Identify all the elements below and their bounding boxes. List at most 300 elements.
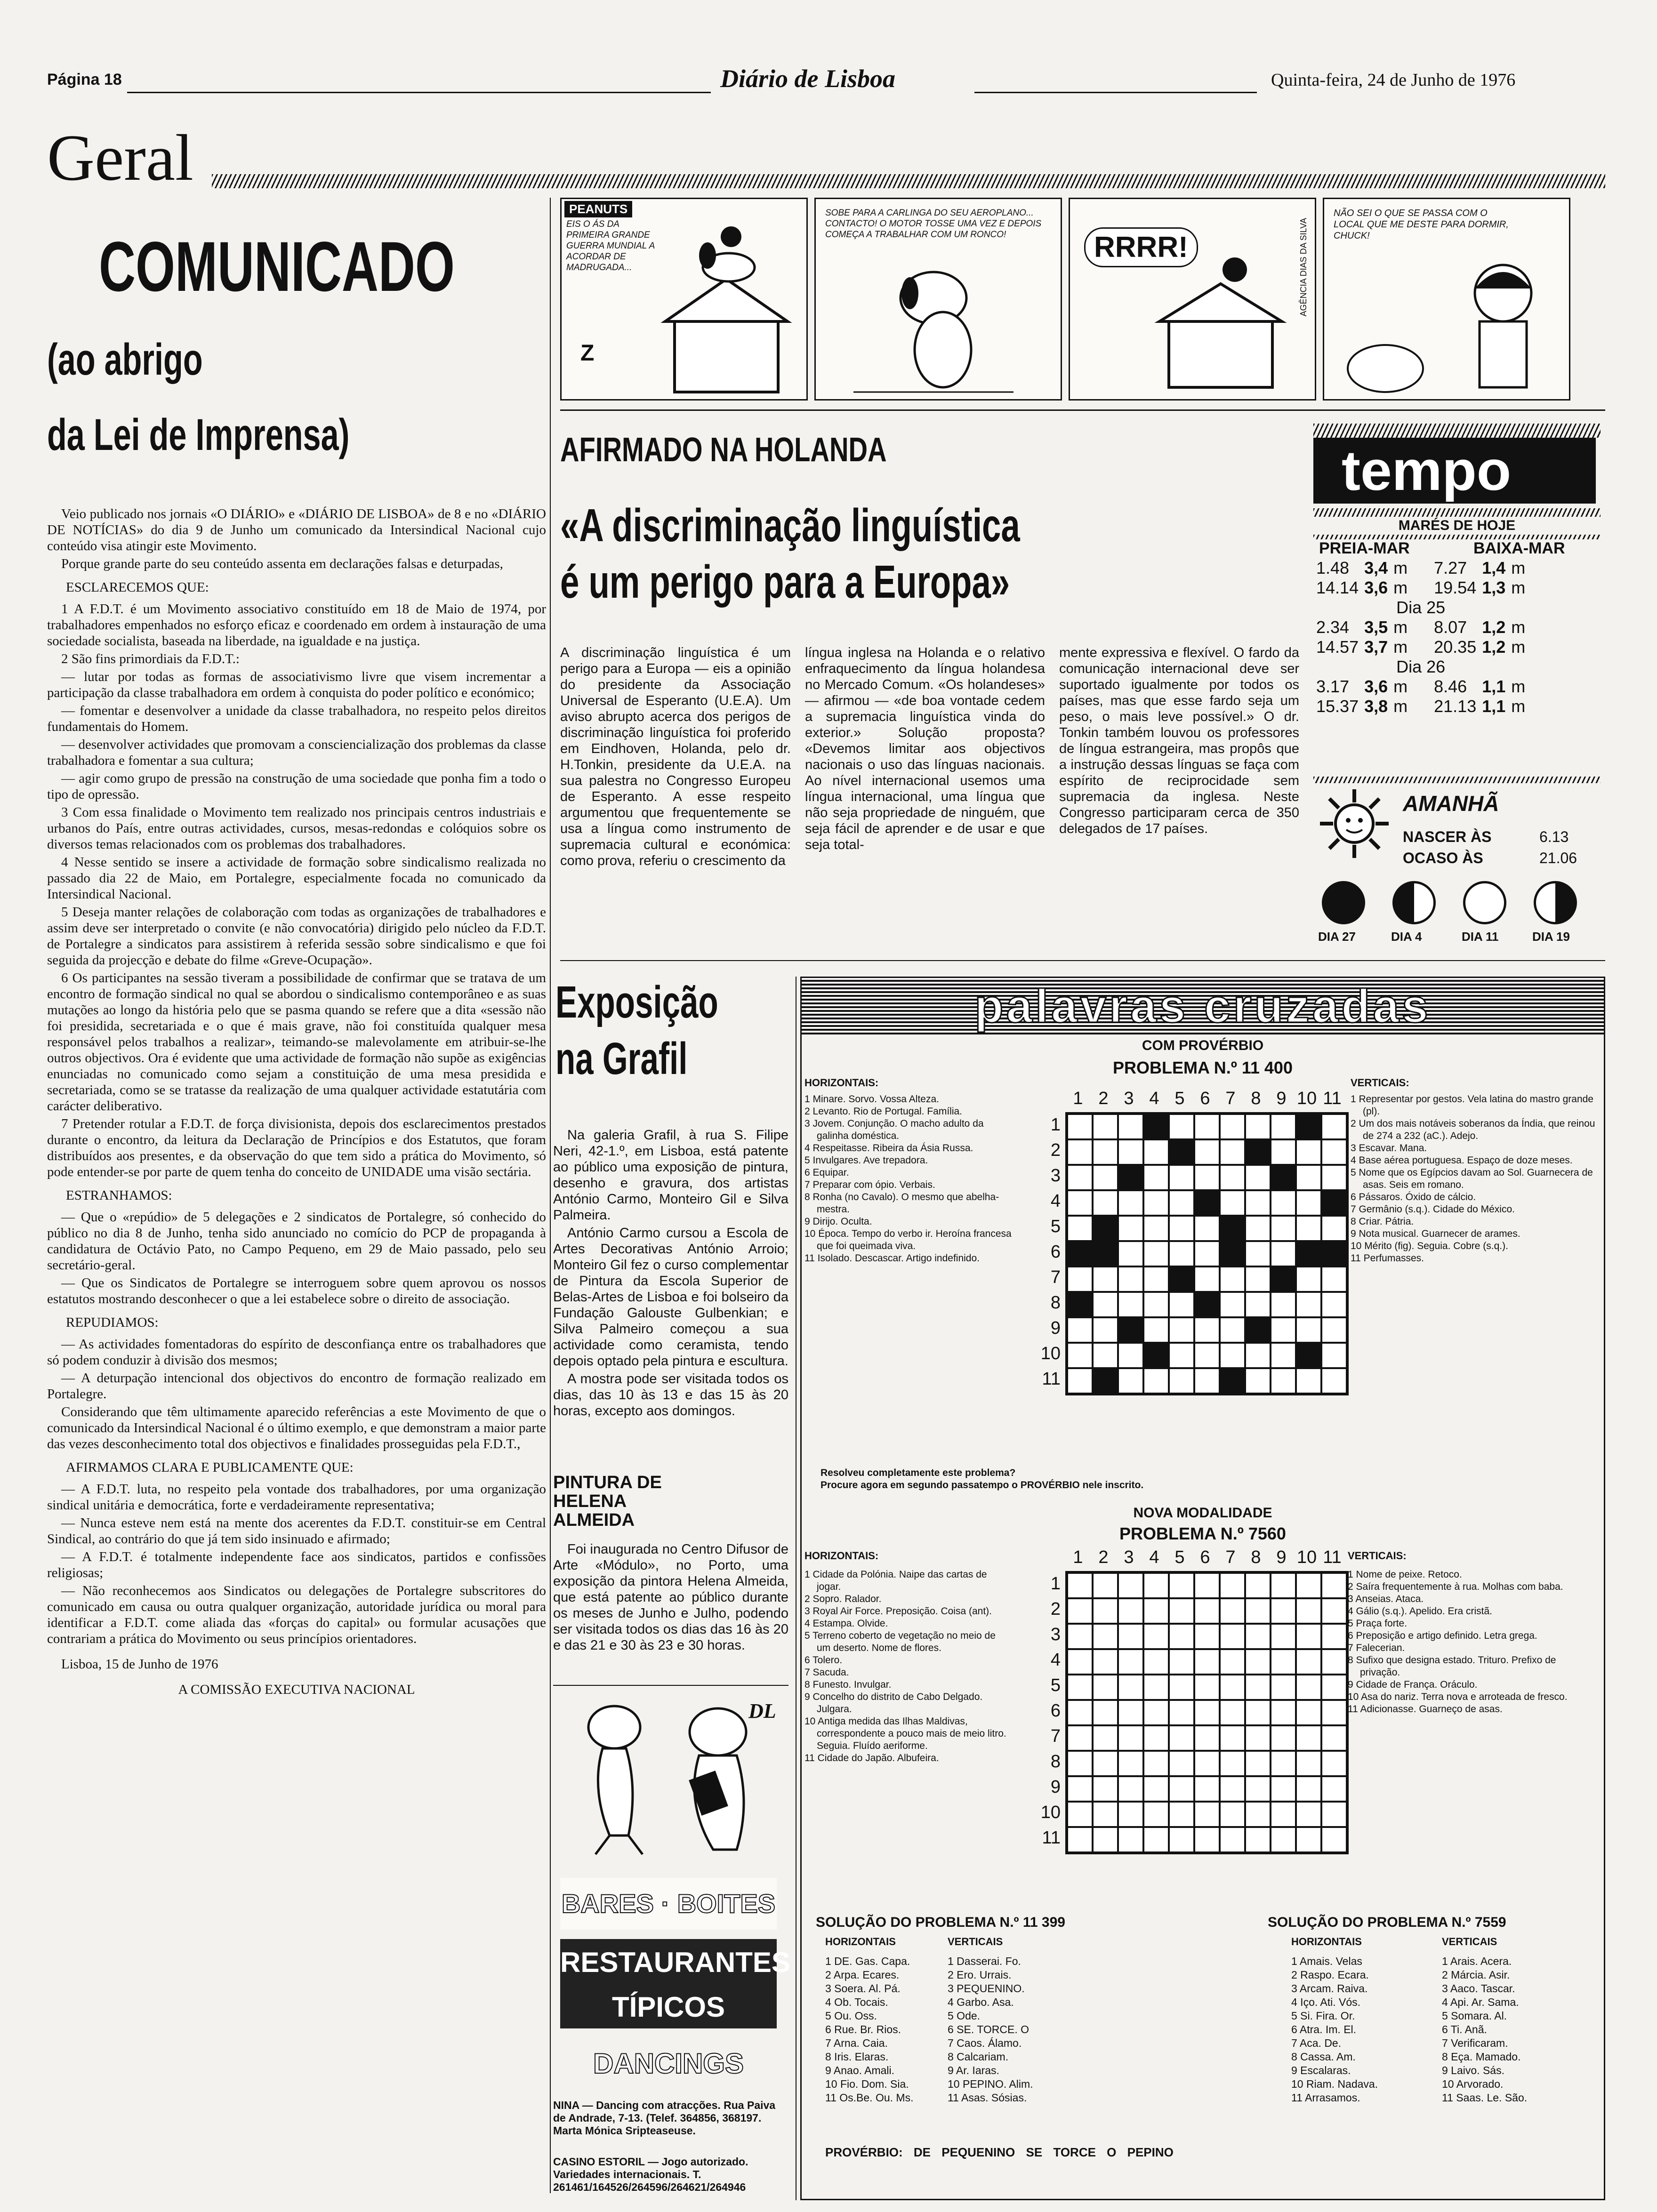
grid-cell xyxy=(1169,1343,1194,1368)
grid-cell xyxy=(1321,1573,1347,1598)
article-col: língua inglesa na Holanda e o relativo enfraquecimento da língua holandesa no Mercado Comum. «Os holandeses» — afirmou — «de boa vontade cedem a supremacia linguística vinda do exterior.» Solução proposta? «Devemos limitar aos objectivos nacionais o uso das línguas nacionais. Ao nível internacional usemos uma língua internacional, uma língua que não seja propriedade de ninguém, que seja fácil de aprender e de usar e que seja total- xyxy=(805,645,1045,852)
clues-horizontal xyxy=(804,1569,1007,1764)
grid-cell xyxy=(1143,1675,1169,1700)
grid-cell xyxy=(1321,1216,1347,1241)
clue: 9 Dirijo. Oculta. xyxy=(804,1216,872,1227)
grid-cell xyxy=(1220,1317,1245,1343)
solution-entry: 1 DE. Gas. Capa. xyxy=(825,1955,910,1967)
tide-row: 15.37 3,8 m 21.13 1,1 m xyxy=(1316,697,1526,716)
grid-cell xyxy=(1321,1139,1347,1165)
clue: 4 Base aérea portuguesa. Espaço de doze meses. xyxy=(1351,1155,1573,1166)
grid-cell xyxy=(1093,1573,1118,1598)
solution-entry: 6 Atra. Im. El. xyxy=(1291,2023,1357,2036)
horizontais-label: HORIZONTAIS: xyxy=(804,1077,879,1089)
crossword-box xyxy=(800,977,1605,2200)
solution-list xyxy=(825,1955,943,2105)
clue: 6 Tolero. xyxy=(804,1655,843,1666)
grid-cell xyxy=(1067,1624,1093,1649)
grid-cell xyxy=(1296,1675,1321,1700)
grid-cell xyxy=(1271,1292,1296,1317)
grid-cell xyxy=(1245,1649,1271,1675)
para: 5 Deseja manter relações de colaboração com todas as organizações de trabalhadores e assim deve ser interpretado o convite (e não convocatória) dirigido pelo núcleo da F.D.T. de Portalegre a sindicatos para assistirem à referida sessão sobre sindicalismo e que foi seguida da projecção e debate do filme «Greve-Ocupação». xyxy=(47,905,546,968)
comic-panel xyxy=(560,198,808,401)
grid-cell xyxy=(1143,1317,1169,1343)
para: António Carmo cursou a Escola de Artes Decorativas António Arroio; Monteiro Gil fez o curso complementar de Pintura da Escola Superior de Belas-Artes de Lisboa e foi bolseiro da Fundação Galouste Gulbenkian; e Silva Palmeiro começou a sua actividade como ceramista, tendo depois optado pela pintura e escultura. xyxy=(553,1226,788,1369)
grid-cell xyxy=(1321,1266,1347,1292)
grid-cell xyxy=(1271,1598,1296,1624)
solution-entry: 2 Raspo. Ecara. xyxy=(1291,1969,1369,1981)
grid-cell xyxy=(1245,1114,1271,1139)
masthead: Diário de Lisboa xyxy=(720,64,895,93)
clue: 2 Saíra frequentemente à rua. Molhas com baba. xyxy=(1348,1581,1563,1592)
grid-cell xyxy=(1321,1292,1347,1317)
grid-cell xyxy=(1321,1675,1347,1700)
grid-cell xyxy=(1194,1216,1220,1241)
grid-cell xyxy=(1169,1241,1194,1266)
grid-cell xyxy=(1093,1751,1118,1776)
speech-bubble: RRRR! xyxy=(1084,227,1198,267)
grid-cell xyxy=(1271,1368,1296,1394)
solution-entry: 3 Arcam. Raiva. xyxy=(1291,1982,1368,1995)
baixa-label: BAIXA-MAR xyxy=(1473,539,1565,557)
grid-cell xyxy=(1067,1216,1093,1241)
grid-cell xyxy=(1220,1368,1245,1394)
para: — fomentar e desenvolver a unidade da classe trabalhadora, no respeito pelos direitos fundamentais do Homem. xyxy=(47,703,546,734)
nascer-value: 6.13 xyxy=(1539,828,1569,845)
grid-cell xyxy=(1143,1725,1169,1751)
grid-cell xyxy=(1245,1776,1271,1802)
grid-cell xyxy=(1143,1266,1169,1292)
solution-entry: 4 Garbo. Asa. xyxy=(948,1996,1014,2008)
grid-cell xyxy=(1194,1751,1220,1776)
expo-body: Foi inaugurada no Centro Difusor de Arte «Módulo», no Porto, uma exposição da pintora Helena Almeida, que está patente ao público durante os meses de Junho e Julho, podendo ser visitada todos os dias das 16 às 20 e das 21 e 30 às 23 e 30 horas. xyxy=(553,1542,788,1653)
grid-cell xyxy=(1321,1827,1347,1852)
grid-cell xyxy=(1093,1598,1118,1624)
grid-cell xyxy=(1220,1241,1245,1266)
grid-cell xyxy=(1067,1802,1093,1827)
signature: A COMISSÃO EXECUTIVA NACIONAL xyxy=(178,1682,415,1697)
grid-cell xyxy=(1245,1725,1271,1751)
clue: 5 Terreno coberto de vegetação no meio de um deserto. Nome de flores. xyxy=(804,1630,996,1653)
nascer-label: NASCER ÀS xyxy=(1403,828,1492,845)
grid-cell xyxy=(1220,1802,1245,1827)
tide-row: 2.34 3,5 m 8.07 1,2 m xyxy=(1316,617,1526,637)
casino-listing: CASINO ESTORIL — Jogo autorizado. Variedades internacionais. T. 261461/164526/264596/264621/264946 xyxy=(553,2156,748,2193)
grid-cell xyxy=(1321,1624,1347,1649)
proverbio: PROVÉRBIO: DE PEQUENINO SE TORCE O PEPINO xyxy=(825,2145,1174,2159)
grid-cell xyxy=(1143,1190,1169,1216)
grid-cell xyxy=(1220,1165,1245,1190)
grid-cell xyxy=(1271,1266,1296,1292)
solution-entry: 5 Ou. Oss. xyxy=(825,2010,877,2022)
credit: AGÊNCIA DIAS DA SILVA xyxy=(1299,218,1308,317)
sun-icon xyxy=(1319,788,1390,859)
grid-cell xyxy=(1296,1114,1321,1139)
grid-cell xyxy=(1118,1725,1143,1751)
sol-v-label: VERTICAIS xyxy=(948,1936,1003,1948)
solution-entry: 3 Aaco. Tascar. xyxy=(1442,1982,1515,1995)
clue: 2 Um dos mais notáveis soberanos da Índia, que reinou de 274 a 232 (aC.). Adejo. xyxy=(1351,1118,1595,1141)
moon-label: DIA 27 xyxy=(1318,930,1356,944)
grid-cell xyxy=(1245,1266,1271,1292)
article-col: A discriminação linguística é um perigo para a Europa — eis a opinião do presidente da Associação Universal de Esperanto (U.E.A). Um aviso abrupto acerca dos perigos de discriminação linguística foi proferido em Eindhoven, Holanda, pelo dr. H.Tonkin, presidente da U.E.A. na sua palestra no Congresso Europeu de Esperanto. A esse respeito argumentou que frequentemente se usa a língua como instrumento de supremacia cultural e económica: como prova, referiu o crescimento da xyxy=(560,645,791,868)
grid-cell xyxy=(1245,1751,1271,1776)
grid-cell xyxy=(1220,1114,1245,1139)
solution-entry: 8 Eça. Mamado. xyxy=(1442,2051,1521,2063)
grid-cell xyxy=(1169,1190,1194,1216)
grid-cell xyxy=(1143,1241,1169,1266)
grid-cell xyxy=(1271,1317,1296,1343)
clues-vertical xyxy=(1351,1093,1600,1265)
grid-cell xyxy=(1169,1266,1194,1292)
grid-cell xyxy=(1296,1165,1321,1190)
grid-cell xyxy=(1118,1827,1143,1852)
grid-cell xyxy=(1271,1751,1296,1776)
clue: 3 Escavar. Mana. xyxy=(1351,1143,1427,1154)
solution-entry: 5 Ode. xyxy=(948,2010,981,2022)
grid-cell xyxy=(1169,1751,1194,1776)
comunicado-body xyxy=(47,506,546,1699)
grid-cell xyxy=(1067,1317,1093,1343)
grid-cell xyxy=(1118,1139,1143,1165)
clue: 4 Estampa. Olvide. xyxy=(804,1618,888,1629)
snoopy-doghouse-illustration xyxy=(651,218,802,397)
article-kicker: AFIRMADO NA HOLANDA xyxy=(560,431,887,469)
grid-cell xyxy=(1067,1827,1093,1852)
solution-entry: 4 Iço. Ati. Vós. xyxy=(1291,1996,1361,2008)
bares-line: DANCINGS xyxy=(593,2048,744,2079)
solution-entry: 7 Arna. Caia. xyxy=(825,2037,888,2049)
grid-cell xyxy=(1067,1776,1093,1802)
moon-label: DIA 11 xyxy=(1462,930,1499,944)
crossword-banner: palavras cruzadas xyxy=(802,978,1604,1034)
para: 1 A F.D.T. é um Movimento associativo constituído em 18 de Maio de 1974, por trabalhadores empenhados no esforço eficaz e coordenado em ordem à instauração de uma sociedade socialista, baseada na liberdade, na igualdade e na justiça. xyxy=(47,601,546,649)
grid-cell xyxy=(1169,1700,1194,1725)
ocaso-label: OCASO ÀS xyxy=(1403,850,1483,866)
horizontais-label: HORIZONTAIS: xyxy=(804,1550,879,1562)
grid-cell xyxy=(1169,1292,1194,1317)
ocaso-value: 21.06 xyxy=(1539,850,1577,866)
grid-cell xyxy=(1169,1624,1194,1649)
subhead: ESTRANHAMOS: xyxy=(66,1188,172,1203)
bares-line: RESTAURANTES xyxy=(560,1939,777,1986)
grid-cell xyxy=(1220,1827,1245,1852)
grid-cell xyxy=(1194,1675,1220,1700)
header-rule xyxy=(974,92,1257,93)
article-headline: é um perigo para a Europa» xyxy=(560,556,1010,608)
clue: 1 Cidade da Polónia. Naipe das cartas de jogar. xyxy=(804,1569,987,1592)
grid-cell xyxy=(1143,1802,1169,1827)
grid-cell xyxy=(1245,1675,1271,1700)
bares-line: BARES · BOITES xyxy=(560,1878,777,1930)
grid-cell xyxy=(1118,1292,1143,1317)
solution-entry: 6 Rue. Br. Rios. xyxy=(825,2023,901,2036)
grid-cell xyxy=(1321,1190,1347,1216)
subhead: REPUDIAMOS: xyxy=(66,1315,159,1330)
grid-cell xyxy=(1169,1802,1194,1827)
grid-cell xyxy=(1093,1649,1118,1675)
grid-cell xyxy=(1118,1216,1143,1241)
grid-cell xyxy=(1245,1573,1271,1598)
grid-col-numbers: 1 2 3 4 5 6 7 8 9 10 11 xyxy=(1073,1547,1342,1567)
grid-cell xyxy=(1194,1827,1220,1852)
grid-cell xyxy=(1296,1368,1321,1394)
grid-cell xyxy=(1245,1700,1271,1725)
grid-cell xyxy=(1143,1700,1169,1725)
solution-entry: 6 Ti. Anã. xyxy=(1442,2023,1487,2036)
grid-cell xyxy=(1271,1725,1296,1751)
grid-cell xyxy=(1067,1700,1093,1725)
clue: 4 Gálio (s.q.). Apelido. Era cristã. xyxy=(1348,1606,1492,1617)
peanuts-logo: PEANUTS xyxy=(564,201,632,217)
grid-cell xyxy=(1194,1292,1220,1317)
solution-title: SOLUÇÃO DO PROBLEMA N.º 7559 xyxy=(1268,1915,1506,1930)
snoopy-illustration xyxy=(853,260,1014,397)
grid-cell xyxy=(1118,1343,1143,1368)
solution-entry: 9 Laivo. Sás. xyxy=(1442,2064,1504,2076)
grid-cell xyxy=(1093,1624,1118,1649)
clue: 8 Sufixo que designa estado. Trituro. Prefixo de privação. xyxy=(1348,1655,1556,1678)
section-title: Geral xyxy=(47,121,193,194)
grid-cell xyxy=(1271,1216,1296,1241)
clue: 6 Equipar. xyxy=(804,1167,849,1178)
comic-rule xyxy=(560,409,1605,411)
grid-cell xyxy=(1169,1317,1194,1343)
solution-list xyxy=(1291,1955,1432,2105)
tide-row: 14.57 3,7 m 20.35 1,2 m xyxy=(1316,637,1526,657)
grid-cell xyxy=(1245,1317,1271,1343)
grid-cell xyxy=(1220,1573,1245,1598)
tide-row: 3.17 3,6 m 8.46 1,1 m xyxy=(1316,677,1526,696)
grid-cell xyxy=(1067,1725,1093,1751)
grid-cell xyxy=(1169,1216,1194,1241)
grid-cell xyxy=(1143,1827,1169,1852)
grid-cell xyxy=(1169,1573,1194,1598)
clue: 9 Concelho do distrito de Cabo Delgado. Julgara. xyxy=(804,1691,983,1715)
speech-bubble: EIS O ÁS DA PRIMEIRA GRANDE GUERRA MUNDIAL A ACORDAR DE MADRUGADA... xyxy=(566,219,655,272)
grid-cell xyxy=(1296,1802,1321,1827)
grid-cell xyxy=(1245,1624,1271,1649)
expo-body xyxy=(553,1127,788,1421)
grid-row-numbers: 1 2 3 4 5 6 7 8 9 10 11 xyxy=(1040,1573,1061,1848)
grid-cell xyxy=(1220,1139,1245,1165)
grid-cell xyxy=(1220,1216,1245,1241)
clue: 7 Sacuda. xyxy=(804,1667,849,1678)
solution-entry: 7 Aca. De. xyxy=(1291,2037,1342,2049)
weather-box xyxy=(1313,424,1605,951)
solution-list xyxy=(948,1955,1079,2105)
expo-title: Exposição xyxy=(555,977,718,1027)
grid-cell xyxy=(1169,1114,1194,1139)
solution-entry: 2 Ero. Urrais. xyxy=(948,1969,1012,1981)
grid-cell xyxy=(1067,1292,1093,1317)
clue: 3 Jovem. Conjunção. O macho adulto da galinha doméstica. xyxy=(804,1118,984,1141)
para: 7 Pretender rotular a F.D.T. de força divisionista, depois dos esclarecimentos prestados durante o encontro, da leitura da Declaração de Princípios e dos Estatutos, que foram distribuídos aos presentes, e da observação do que tem sido a prática do Movimento, só pode entender-se por parte de quem tenha do conceito de UNIDADE uma visão sectária. xyxy=(47,1116,546,1179)
clues-horizontal xyxy=(804,1093,1016,1265)
bares-ad xyxy=(555,1878,790,2099)
weather-title: tempo xyxy=(1313,438,1596,504)
moon-label: DIA 19 xyxy=(1532,930,1570,944)
comunicado-title: COMUNICADO xyxy=(99,227,455,306)
grid-cell xyxy=(1143,1165,1169,1190)
grid-cell xyxy=(1296,1725,1321,1751)
clue: 10 Época. Tempo do verbo ir. Heroína francesa que foi queimada viva. xyxy=(804,1228,1012,1251)
para: — Nunca esteve nem está na mente dos acerentes da F.D.T. constituir-se em Central Sindical, ao contrário do que já tem sido insinuado e afirmado; xyxy=(47,1515,546,1547)
clue: 1 Minare. Sorvo. Vossa Alteza. xyxy=(804,1094,939,1105)
clue: 10 Antiga medida das Ilhas Maldivas, correspondente a pouco mais de meio litro. Seguia. Fluído aeriforme. xyxy=(804,1716,1006,1751)
clue: 2 Levanto. Rio de Portugal. Família. xyxy=(804,1106,963,1117)
problem-title: PROBLEMA N.º 7560 xyxy=(1119,1524,1286,1543)
grid-cell xyxy=(1118,1675,1143,1700)
intro: Veio publicado nos jornais «O DIÁRIO» e «DIÁRIO DE LISBOA» de 8 e no «DIÁRIO DE NOTÍCIAS» do dia 9 de Junho um comunicado da Intersindical Nacional cujo conteúdo visa atingir este Movimento. xyxy=(47,506,546,553)
moon-full-icon xyxy=(1322,881,1365,924)
cartoon-signature: DL xyxy=(748,1699,776,1723)
grid-cell xyxy=(1220,1266,1245,1292)
grid-cell xyxy=(1118,1802,1143,1827)
grid-cell xyxy=(1220,1190,1245,1216)
grid-cell xyxy=(1194,1649,1220,1675)
grid-cell xyxy=(1143,1649,1169,1675)
grid-cell xyxy=(1118,1317,1143,1343)
grid-col-numbers: 1 2 3 4 5 6 7 8 9 10 11 xyxy=(1073,1089,1342,1108)
grid-cell xyxy=(1220,1292,1245,1317)
grid-cell xyxy=(1220,1624,1245,1649)
expo-title: na Grafil xyxy=(555,1034,688,1084)
grid-cell xyxy=(1093,1802,1118,1827)
grid-cell xyxy=(1296,1624,1321,1649)
grid-cell xyxy=(1093,1343,1118,1368)
grid-cell xyxy=(1143,1624,1169,1649)
grid-cell xyxy=(1118,1573,1143,1598)
grid-cell xyxy=(1220,1649,1245,1675)
para: — As actividades fomentadoras do espírito de desconfiança entre os trabalhadores que só podem conduzir à divisão dos mesmos; xyxy=(47,1337,546,1368)
clue: 11 Adicionasse. Guarneço de asas. xyxy=(1348,1704,1503,1715)
verticais-label: VERTICAIS: xyxy=(1351,1077,1409,1089)
grid-cell xyxy=(1321,1776,1347,1802)
tide-row: 1.48 3,4 m 7.27 1,4 m xyxy=(1316,558,1526,577)
comic-panel xyxy=(814,198,1062,401)
solution-entry: 3 PEQUENINO. xyxy=(948,1982,1025,1995)
charlie-brown-illustration xyxy=(1334,321,1437,397)
solution-entry: 3 Soera. Al. Pá. xyxy=(825,1982,901,1995)
grid-cell xyxy=(1245,1802,1271,1827)
grid-cell xyxy=(1194,1573,1220,1598)
moon-quarter-icon xyxy=(1534,881,1577,924)
nina-listing: NINA — Dancing com atracções. Rua Paiva de Andrade, 7-13. (Telef. 364856, 368197. Marta Mónica Sripteaseuse. xyxy=(553,2099,776,2137)
grid-cell xyxy=(1093,1292,1118,1317)
grid-cell xyxy=(1245,1190,1271,1216)
problem-head: NOVA MODALIDADE xyxy=(1133,1505,1272,1521)
grid-cell xyxy=(1245,1139,1271,1165)
grid-cell xyxy=(1118,1598,1143,1624)
grid-cell xyxy=(1296,1317,1321,1343)
grid-cell xyxy=(1321,1165,1347,1190)
grid-cell xyxy=(1194,1368,1220,1394)
place-date: Lisboa, 15 de Junho de 1976 xyxy=(61,1657,218,1672)
grid-cell xyxy=(1194,1114,1220,1139)
clue: 5 Praça forte. xyxy=(1348,1618,1408,1629)
grid-cell xyxy=(1220,1675,1245,1700)
solution-entry: 7 Verificaram. xyxy=(1442,2037,1508,2049)
grid-cell xyxy=(1093,1241,1118,1266)
grid-cell xyxy=(1245,1165,1271,1190)
grid-cell xyxy=(1194,1725,1220,1751)
clue: 9 Nota musical. Guarnecer de arames. xyxy=(1351,1228,1520,1239)
moon-label: DIA 4 xyxy=(1391,930,1422,944)
sol-h-label: HORIZONTAIS xyxy=(1291,1936,1362,1948)
grid-cell xyxy=(1296,1827,1321,1852)
grid-cell xyxy=(1220,1700,1245,1725)
comic-strip xyxy=(560,198,1582,400)
solution-entry: 6 SE. TORCE. O xyxy=(948,2023,1029,2036)
solution-entry: 9 Ar. Iaras. xyxy=(948,2064,999,2076)
grid-cell xyxy=(1067,1241,1093,1266)
moon-new-icon xyxy=(1463,881,1506,924)
grid-cell xyxy=(1321,1802,1347,1827)
problem-note: Resolveu completamente este problema? xyxy=(820,1467,1016,1478)
solution-entry: 4 Api. Ar. Sama. xyxy=(1442,1996,1519,2008)
para: 4 Nesse sentido se insere a actividade de formação sobre sindicalismo realizada no passado dia 22 de Maio, em Portalegre, especialmente focada no comunicado da Intersindical Nacional. xyxy=(47,855,546,902)
grid-cell xyxy=(1093,1139,1118,1165)
column-rule xyxy=(550,198,551,2193)
solution-entry: 8 Cassa. Am. xyxy=(1291,2051,1356,2063)
clue: 8 Criar. Pátria. xyxy=(1351,1216,1414,1227)
grid-cell xyxy=(1296,1139,1321,1165)
intro2: Porque grande parte do seu conteúdo assenta em declarações falsas e deturpadas, xyxy=(61,556,503,571)
grid-cell xyxy=(1296,1292,1321,1317)
grid-cell xyxy=(1093,1827,1118,1852)
grid-cell xyxy=(1093,1776,1118,1802)
grid-cell xyxy=(1271,1802,1296,1827)
grid-cell xyxy=(1067,1266,1093,1292)
grid-cell xyxy=(1296,1776,1321,1802)
para: — Que o «repúdio» de 5 delegações e 2 sindicatos de Portalegre, só conhecido do público no dia 8 de Junho, tenha sido anunciado no comício do PCP de propaganda à candidatura de Octávio Pato, no Campo Pequeno, em 29 de Maio passado, pelo seu secretário-geral. xyxy=(47,1210,546,1273)
solution-entry: 1 Amais. Velas xyxy=(1291,1955,1362,1967)
grid-cell xyxy=(1118,1649,1143,1675)
grid-cell xyxy=(1271,1165,1296,1190)
grid-cell xyxy=(1169,1598,1194,1624)
speech-bubble: NÃO SEI O QUE SE PASSA COM O LOCAL QUE ME DESTE PARA DORMIR, CHUCK! xyxy=(1334,208,1509,241)
problem-note: Procure agora em segundo passatempo o PROVÉRBIO nele inscrito. xyxy=(820,1480,1144,1491)
weather-hatch xyxy=(1313,508,1601,517)
clue: 8 Ronha (no Cavalo). O mesmo que abelha-mestra. xyxy=(804,1192,999,1215)
grid-cell xyxy=(1194,1343,1220,1368)
grid-cell xyxy=(1271,1139,1296,1165)
para: A mostra pode ser visitada todos os dias, das 10 às 13 e das 15 às 20 horas, excepto aos domingos. xyxy=(553,1371,788,1419)
grid-cell xyxy=(1067,1675,1093,1700)
clue: 9 Cidade de França. Oráculo. xyxy=(1348,1679,1478,1690)
sol-h-label: HORIZONTAIS xyxy=(825,1936,896,1948)
problem-title: PROBLEMA N.º 11 400 xyxy=(1113,1058,1293,1077)
grid-cell xyxy=(1067,1165,1093,1190)
grid-cell xyxy=(1118,1241,1143,1266)
grid-cell xyxy=(1143,1114,1169,1139)
para: — A F.D.T. é totalmente independente face aos sindicatos, partidos e confissões religiosas; xyxy=(47,1549,546,1580)
grid-cell xyxy=(1169,1165,1194,1190)
clue: 8 Funesto. Invulgar. xyxy=(804,1679,892,1690)
grid-cell xyxy=(1143,1368,1169,1394)
grid-cell xyxy=(1194,1624,1220,1649)
weather-hatch xyxy=(1313,777,1601,783)
grid-cell xyxy=(1194,1266,1220,1292)
grid-cell xyxy=(1220,1343,1245,1368)
grid-cell xyxy=(1169,1725,1194,1751)
grid-cell xyxy=(1321,1317,1347,1343)
grid-cell xyxy=(1296,1343,1321,1368)
clue: 6 Preposição e artigo definido. Letra grega. xyxy=(1348,1630,1537,1641)
weather-hatch xyxy=(1313,424,1601,438)
grid-cell xyxy=(1169,1649,1194,1675)
